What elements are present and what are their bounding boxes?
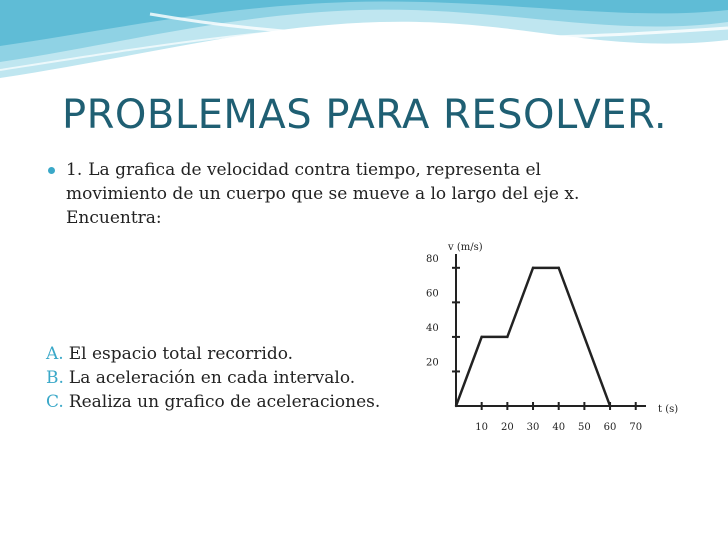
x-tick-label: 10 [475,422,489,433]
y-tick-label: 20 [426,357,439,369]
item-text: La aceleración en cada intervalo. [68,368,356,388]
velocity-time-chart [418,232,684,438]
item-letter: A. [46,344,64,364]
data-point [480,336,482,338]
item-letter: C. [46,392,64,412]
data-point [609,405,611,407]
x-tick-label: 60 [603,422,617,433]
item-text: El espacio total recorrido. [68,344,294,364]
slide-title: PROBLEMAS PARA RESOLVER. [62,92,668,138]
bullet-marker-icon [48,167,55,174]
problem-text: La grafica de velocidad contra tiempo, representa el movimiento de un cuerpo que se mueve a lo largo del eje x. Encuentra: [66,160,580,228]
chart-svg [418,232,684,438]
y-tick-label: 60 [426,288,439,300]
item-text: Realiza un grafico de aceleraciones. [68,392,381,412]
list-item [46,366,380,390]
header-wave-decoration [0,0,728,90]
y-axis-label: v (m/s) [448,242,483,253]
question-list [46,342,380,414]
list-item [46,390,380,414]
data-point [506,336,508,338]
x-tick-label: 40 [552,422,566,433]
problem-bullet [48,158,628,230]
x-tick-label: 50 [578,422,591,433]
data-point [455,405,457,407]
velocity-series-line [456,268,610,406]
data-point [532,267,534,269]
x-tick-label: 20 [500,422,514,433]
x-tick-label: 30 [526,422,540,433]
y-tick-label: 40 [426,322,439,334]
x-axis-label: t (s) [658,404,679,415]
x-tick-label: 70 [629,422,643,433]
data-point [558,267,560,269]
item-letter: B. [46,368,64,388]
y-tick-label: 80 [426,253,439,265]
list-item [46,342,380,366]
problem-number: 1. [66,160,83,180]
problem-statement [66,158,628,230]
